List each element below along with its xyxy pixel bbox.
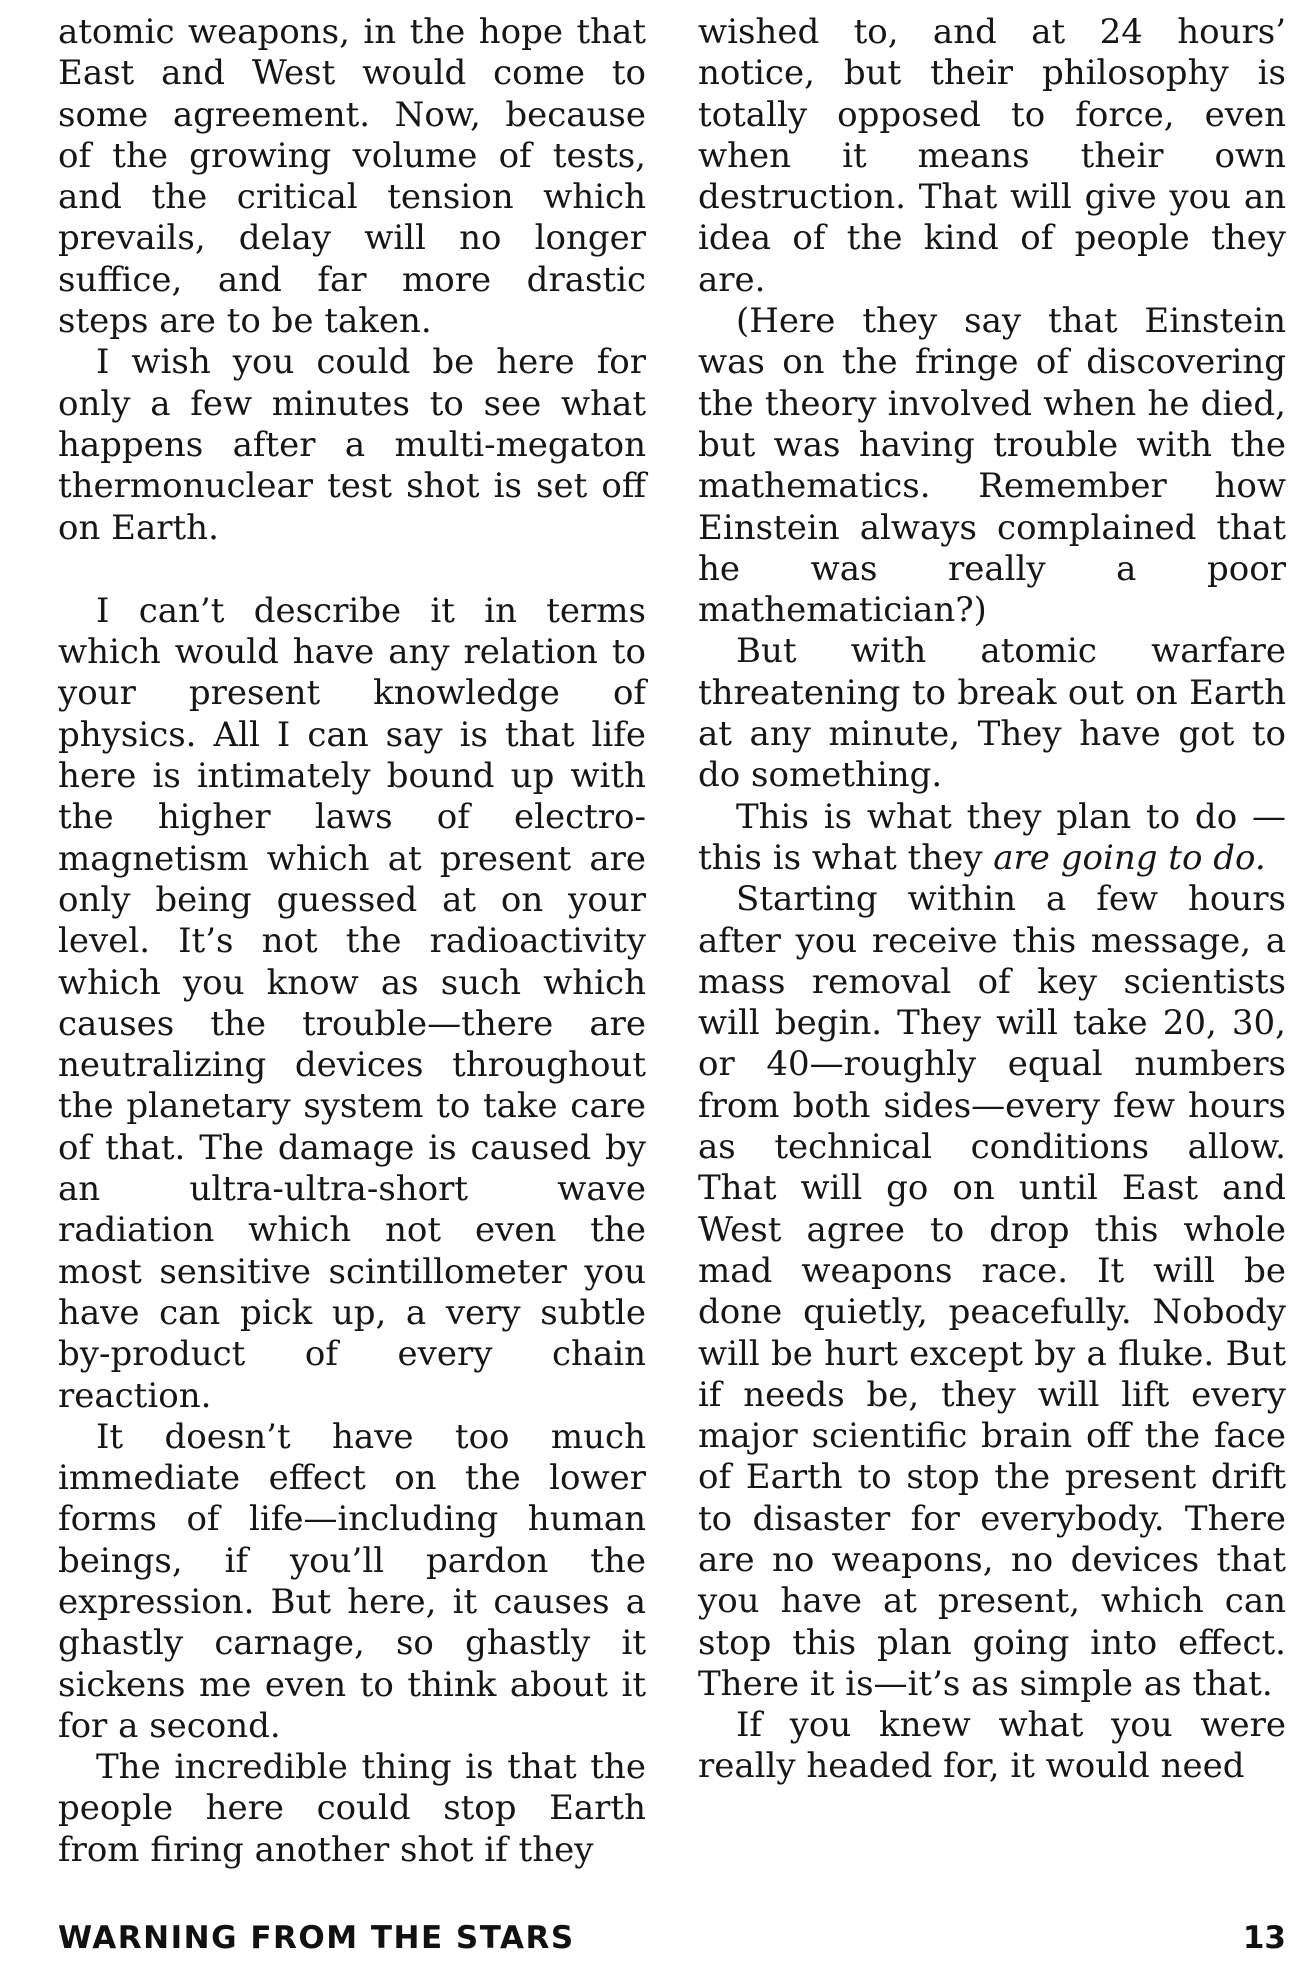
page-number: 13	[1242, 1920, 1286, 1956]
paragraph: I wish you could be here for only a few minutes to see what happens after a multi-megaton thermonuclear test shot is set off on Earth.	[58, 342, 646, 548]
paragraph: (Here they say that Einstein was on the fringe of discovering the theory involved when he died, but was having trouble with the mathematics. Remember how Einstein always complained that he was really a poor mathematician?)	[698, 301, 1286, 631]
paragraph	[698, 797, 1286, 880]
paragraph: The incredible thing is that the people here could stop Earth from firing another shot if they	[58, 1747, 646, 1870]
paragraph: But with atomic warfare threatening to break out on Earth at any minute, They have got to do something.	[698, 631, 1286, 796]
page-footer	[58, 1920, 1286, 1964]
paragraph: If you knew what you were really headed for, it would need	[698, 1705, 1286, 1787]
left-column	[58, 12, 646, 1871]
right-column	[698, 12, 1286, 1788]
paragraph: wished to, and at 24 hours’ notice, but their philosophy is totally opposed to force, even when it means their own destruction. That will give you an idea of the kind of people they are.	[698, 12, 1286, 300]
paragraph: I can’t describe it in terms which would have any relation to your present knowledge of physics. All I can say is that life here is intimately bound up with the higher laws of electro-magnetism which at present are only being guessed at on your level. It’s not the radioactivity which you know as such which causes the trouble—there are neutralizing devices throughout the planetary system to take care of that. The damage is caused by an ultra-ultra-short wave radiation which not even the most sensitive scintillometer you have can pick up, a very subtle by-product of every chain reaction.	[58, 590, 646, 1416]
running-title: WARNING FROM THE STARS	[58, 1920, 575, 1956]
paragraph-text: This is what they plan to do —this is what they	[698, 796, 1286, 878]
paragraph: Starting within a few hours after you receive this message, a mass removal of key scientists will begin. They will take 20, 30, or 40—roughly equal numbers from both sides—every few hours as technical conditions allow. That will go on until East and West agree to drop this whole mad weapons race. It will be done quietly, peacefully. Nobody will be hurt except by a fluke. But if needs be, they will lift every major scientific brain off the face of Earth to stop the present drift to disaster for everybody. There are no weapons, no devices that you have at present, which can stop this plan going into effect. There it is—it’s as simple as that.	[698, 879, 1286, 1704]
paragraph: atomic weapons, in the hope that East and West would come to some agreement. Now, because of the growing volume of tests, and the critical tension which prevails, delay will no longer suffice, and far more drastic steps are to be taken.	[58, 12, 646, 342]
paragraph: It doesn’t have too much immediate effect on the lower forms of life—including human beings, if you’ll pardon the expression. But here, it causes a ghastly carnage, so ghastly it sickens me even to think about it for a second.	[58, 1416, 646, 1746]
emphasis-text: are going to do.	[993, 837, 1266, 878]
